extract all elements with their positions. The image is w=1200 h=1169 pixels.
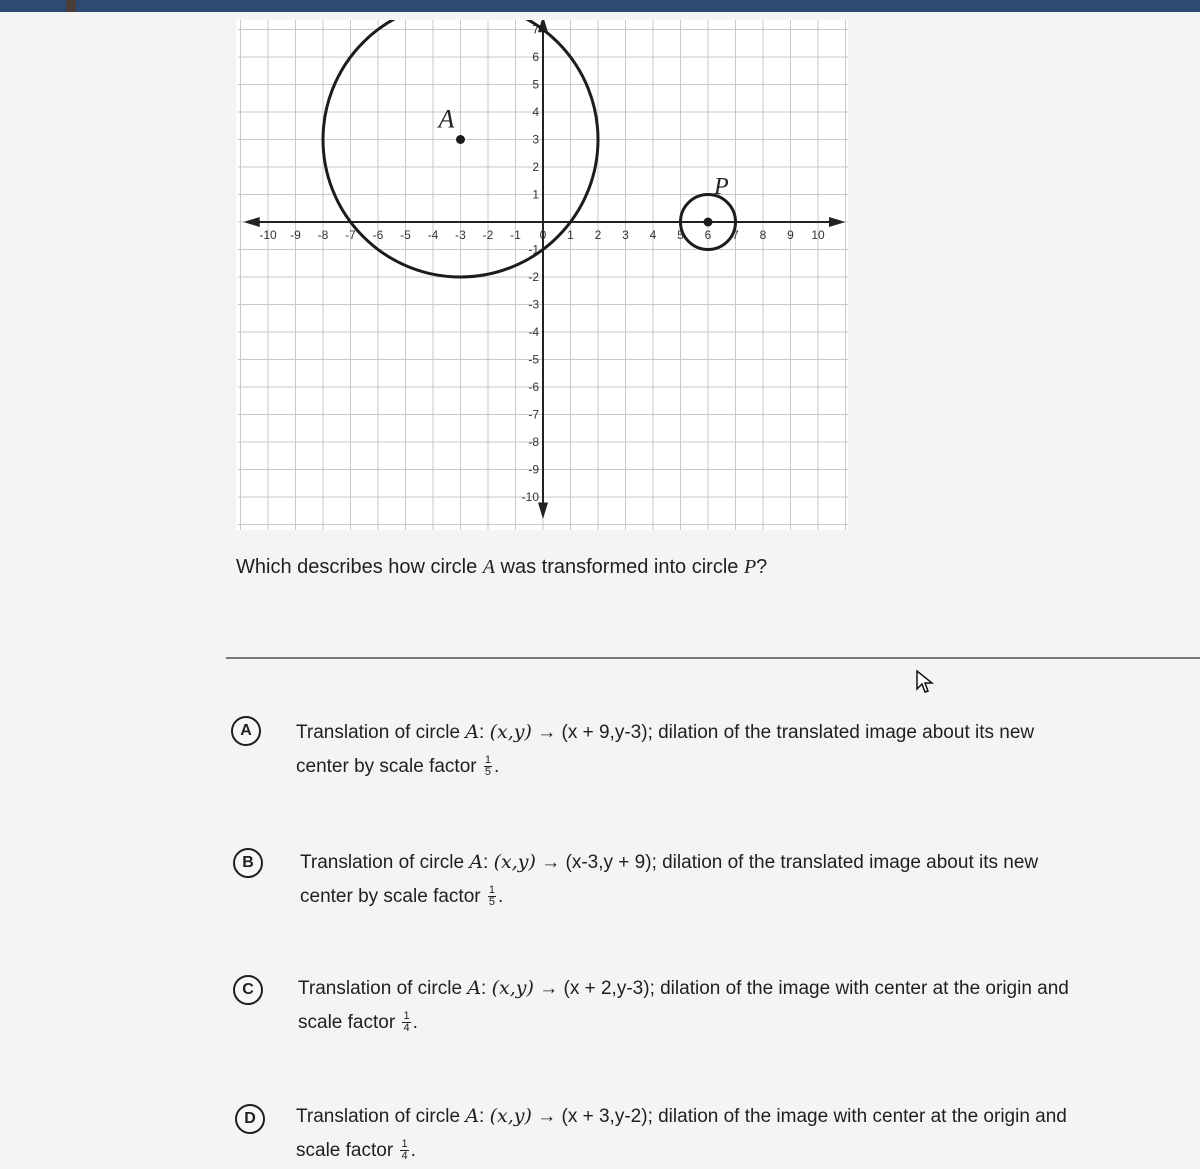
choice-text-part: Translation of circle bbox=[296, 722, 466, 743]
scale-fraction bbox=[484, 755, 492, 778]
y-tick-label: -1 bbox=[528, 242, 539, 257]
arrow: → bbox=[535, 852, 566, 873]
question-part: was transformed into circle bbox=[494, 556, 744, 578]
x-tick-label: -2 bbox=[482, 228, 494, 242]
axes bbox=[243, 20, 845, 519]
x-tick-label: -9 bbox=[290, 228, 301, 242]
choice-text-part: Translation of circle bbox=[300, 852, 470, 873]
map-from: (x,y) bbox=[491, 977, 534, 999]
fraction-numerator: 1 bbox=[403, 1010, 410, 1023]
choice-text-part: : bbox=[479, 1106, 490, 1127]
choice-var: A bbox=[469, 851, 484, 873]
x-tick-label: -7 bbox=[345, 228, 356, 242]
x-tick-label: 1 bbox=[567, 228, 574, 242]
choice-text-part: . bbox=[494, 756, 500, 777]
arrow: → bbox=[531, 1106, 562, 1127]
x-tick-label: -8 bbox=[317, 228, 329, 242]
fraction-numerator: 1 bbox=[488, 884, 495, 897]
choice-text-part: : bbox=[479, 722, 490, 743]
x-tick-label: -6 bbox=[372, 228, 384, 242]
question-part: ? bbox=[756, 556, 768, 578]
choice-c-text[interactable] bbox=[298, 971, 1069, 1040]
choice-b-text[interactable] bbox=[300, 845, 1038, 914]
fraction-denominator: 5 bbox=[484, 766, 491, 779]
choice-d-text[interactable] bbox=[296, 1099, 1067, 1168]
y-tick-label: 5 bbox=[532, 77, 539, 92]
x-tick-label: -10 bbox=[259, 228, 277, 242]
y-tick-label: 4 bbox=[532, 105, 539, 119]
scale-fraction bbox=[402, 1011, 410, 1034]
question-circle-a: A bbox=[482, 556, 495, 578]
circle-a-center-point bbox=[456, 135, 465, 144]
coordinate-graph bbox=[236, 20, 848, 530]
x-tick-label: -5 bbox=[400, 228, 411, 242]
fraction-denominator: 4 bbox=[401, 1150, 408, 1163]
arrow: → bbox=[533, 978, 564, 999]
fraction-numerator: 1 bbox=[484, 754, 491, 767]
question-circle-p: P bbox=[743, 556, 757, 578]
choice-text-part: : bbox=[481, 978, 492, 999]
x-tick-label: -1 bbox=[510, 228, 521, 242]
top-bar bbox=[0, 0, 1200, 12]
x-tick-label: 6 bbox=[704, 228, 712, 242]
choice-text-part: ; dilation of the translated image about its new bbox=[651, 852, 1039, 873]
fraction-denominator: 5 bbox=[488, 896, 495, 909]
x-axis-arrow-right bbox=[829, 217, 846, 227]
mouse-pointer-icon bbox=[915, 669, 935, 695]
choice-text-part: scale factor bbox=[298, 1012, 401, 1033]
x-tick-label: -4 bbox=[427, 228, 439, 242]
circles bbox=[323, 20, 736, 277]
choice-text-part: . bbox=[498, 886, 504, 907]
x-tick-label: 3 bbox=[622, 228, 629, 242]
circle-a-label: A bbox=[438, 104, 455, 134]
y-tick-label: -3 bbox=[528, 297, 539, 312]
y-tick-label: 3 bbox=[532, 132, 539, 147]
choice-a-text[interactable] bbox=[296, 715, 1034, 784]
y-tick-label: -5 bbox=[528, 352, 539, 367]
choice-text-part: ; dilation of the image with center at the origin and bbox=[649, 978, 1069, 999]
top-bar-mark bbox=[66, 0, 76, 12]
choice-text-part: . bbox=[412, 1012, 418, 1033]
choice-var: A bbox=[467, 977, 482, 999]
map-from: (x,y) bbox=[493, 851, 536, 873]
map-from: (x,y) bbox=[489, 1105, 532, 1127]
choice-text-part: ; dilation of the translated image about its new bbox=[647, 722, 1035, 743]
x-tick-label: 2 bbox=[594, 228, 602, 242]
choice-b-bubble[interactable]: B bbox=[233, 848, 263, 878]
fraction-denominator: 4 bbox=[403, 1022, 410, 1035]
circle-p-label: P bbox=[714, 174, 729, 200]
y-axis-arrow-down bbox=[538, 503, 548, 520]
y-tick-label: -4 bbox=[528, 325, 539, 339]
choice-text-part: . bbox=[410, 1140, 416, 1161]
x-tick-label: 8 bbox=[759, 228, 767, 242]
x-tick-label: 0 bbox=[539, 228, 547, 242]
choice-d-bubble[interactable]: D bbox=[235, 1104, 265, 1134]
y-tick-label: -9 bbox=[528, 462, 539, 477]
choice-var: A bbox=[465, 721, 480, 743]
x-tick-label: 10 bbox=[811, 228, 825, 242]
choice-text-part: center by scale factor bbox=[296, 756, 482, 777]
y-tick-label: 2 bbox=[532, 160, 539, 174]
y-tick-label: 7 bbox=[532, 22, 539, 37]
map-to: (x + 2,y-3) bbox=[563, 978, 650, 999]
y-tick-label: 1 bbox=[532, 187, 539, 202]
choice-a-bubble[interactable]: A bbox=[231, 716, 261, 746]
map-to: (x + 9,y-3) bbox=[561, 722, 648, 743]
x-tick-label: 4 bbox=[649, 228, 657, 242]
fraction-numerator: 1 bbox=[401, 1138, 408, 1151]
arrow: → bbox=[531, 722, 562, 743]
map-to: (x + 3,y-2) bbox=[561, 1106, 648, 1127]
choice-text-part: ; dilation of the image with center at the origin and bbox=[647, 1106, 1067, 1127]
x-tick-label: 7 bbox=[732, 228, 739, 242]
x-tick-label: 5 bbox=[677, 228, 684, 242]
divider bbox=[226, 657, 1200, 659]
map-to: (x-3,y + 9) bbox=[565, 852, 652, 873]
y-tick-label: -6 bbox=[528, 380, 539, 394]
choice-text-part: Translation of circle bbox=[298, 978, 468, 999]
scale-fraction bbox=[400, 1139, 408, 1162]
choice-text-part: scale factor bbox=[296, 1140, 399, 1161]
y-tick-label: -8 bbox=[528, 435, 539, 449]
y-tick-label: -2 bbox=[528, 270, 539, 284]
x-axis-arrow-left bbox=[243, 217, 260, 227]
question-text bbox=[236, 556, 767, 579]
choice-c-bubble[interactable]: C bbox=[233, 975, 263, 1005]
scale-fraction bbox=[488, 885, 496, 908]
question-part: Which describes how circle bbox=[236, 556, 483, 578]
y-tick-label: -10 bbox=[521, 490, 539, 504]
y-tick-label: -7 bbox=[528, 407, 539, 422]
y-tick-label: 6 bbox=[532, 50, 539, 64]
choice-text-part: center by scale factor bbox=[300, 886, 486, 907]
choice-text-part: : bbox=[483, 852, 494, 873]
x-tick-label: 9 bbox=[787, 228, 794, 242]
choice-var: A bbox=[465, 1105, 480, 1127]
choice-text-part: Translation of circle bbox=[296, 1106, 466, 1127]
circle-p-center-point bbox=[704, 218, 713, 227]
x-tick-label: -3 bbox=[455, 228, 466, 242]
map-from: (x,y) bbox=[489, 721, 532, 743]
